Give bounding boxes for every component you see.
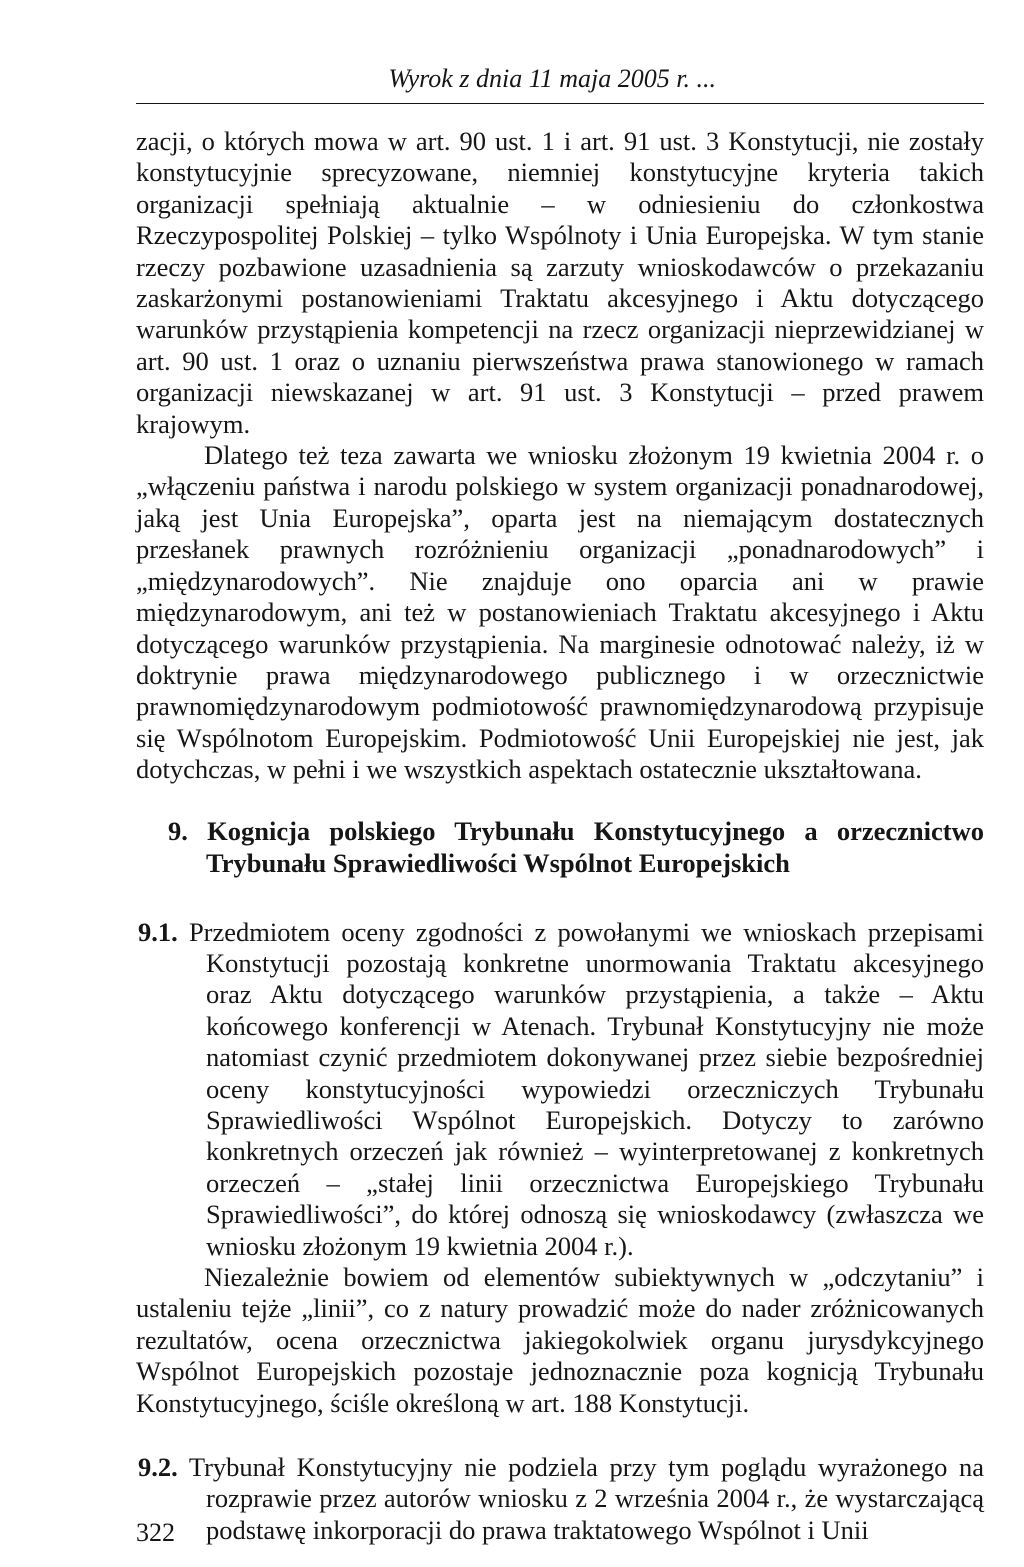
subsection-9-1 bbox=[136, 917, 984, 1262]
page-number: 322 bbox=[136, 1518, 175, 1547]
subsection-9-2 bbox=[136, 1452, 984, 1546]
subsection-number: 9.2. bbox=[138, 1452, 178, 1483]
running-header-title: Wyrok z dnia 11 maja 2005 r. ... bbox=[388, 64, 716, 93]
subsection-text: Przedmiotem oceny zgodności z powołanymi we wnioskach przepisami Konstytucji pozostają konkretne unormowania Traktatu akcesyjnego oraz Aktu dotyczącego warunków przystąpienia, a także – Aktu końcowego konferencji w Atenach. Trybunał Konstytucyjny nie może natomiast czynić przedmiotem dokonywanej przez siebie bezpośredniej oceny konstytucyjności wypowiedzi orzeczniczych Trybunału Sprawiedliwości Wspólnot Europejskich. Dotyczy to zarówno konkretnych orzeczeń jak również – wyinterpretowanej z konkretnych orzeczeń – „stałej linii orzecznictwa Europejskiego Trybunału Sprawiedliwości”, do której odnoszą się wnioskodawcy (zwłaszcza we wniosku złożonym 19 kwietnia 2004 r.). bbox=[188, 916, 984, 1261]
header-rule bbox=[136, 103, 984, 104]
paragraph: Dlatego też teza zawarta we wniosku złożonym 19 kwietnia 2004 r. o „włączeniu państwa i narodu polskiego w system organizacji ponadnarodowej, jaką jest Unia Europejska”, oparta jest na niemającym dostatecznych przesłanek prawnych rozróżnieniu organizacji „ponadnarodowych” i „międzynarodowych”. Nie znajduje ono oparcia ani w prawie międzynarodowym, ani też w postanowieniach Traktatu akcesyjnego i Aktu dotyczącego warunków przystąpienia. Na marginesie odnotować należy, iż w doktrynie prawa międzynarodowego publicznego i w orzecznictwie prawnomiędzynarodowym podmiotowość prawnomiędzynarodową przypisuje się Wspólnotom Europejskim. Podmiotowość Unii Europejskiej nie jest, jak dotychczas, w pełni i we wszystkich aspektach ostatecznie ukształtowana. bbox=[136, 440, 984, 785]
section-heading: 9. Kognicja polskiego Trybunału Konstytucyjnego a orzecznictwo Trybunału Sprawiedliwości Wspólnot Europejskich bbox=[168, 815, 984, 878]
paragraph: Niezależnie bowiem od elementów subiektywnych w „odczytaniu” i ustaleniu tejże „linii”, co z natury prowadzić może do nader zróżnicowanych rezultatów, ocena orzecznictwa jakiegokolwiek organu jurysdykcyjnego Wspólnot Europejskich pozostaje jednoznacznie poza kognicją Trybunału Konstytucyjnego, ściśle określoną w art. 188 Konstytucji. bbox=[136, 1262, 984, 1418]
subsection-number: 9.1. bbox=[138, 916, 178, 947]
body-text bbox=[136, 126, 984, 1546]
subsection-text: Trybunał Konstytucyjny nie podziela przy tym poglądu wyrażonego na rozprawie przez autorów wniosku z 2 września 2004 r., że wystarczającą podstawę inkorporacji do prawa traktatowego Wspólnot i Unii bbox=[188, 1452, 984, 1545]
paragraph-continued: zacji, o których mowa w art. 90 ust. 1 i art. 91 ust. 3 Konstytucji, nie zostały konstytucyjnie sprecyzowane, niemniej konstytucyjne kryteria takich organizacji spełniają aktualnie – w odniesieniu do członkostwa Rzeczypospolitej Polskiej – tylko Wspólnoty i Unia Europejska. W tym stanie rzeczy pozbawione uzasadnienia są zarzuty wnioskodawców o przekazaniu zaskarżonymi postanowieniami Traktatu akcesyjnego i Aktu dotyczącego warunków przystąpienia kompetencji na rzecz organizacji nieprzewidzianej w art. 90 ust. 1 oraz o uznaniu pierwszeństwa prawa stanowionego w ramach organizacji niewskazanej w art. 91 ust. 3 Konstytucji – przed prawem krajowym. bbox=[136, 126, 984, 439]
